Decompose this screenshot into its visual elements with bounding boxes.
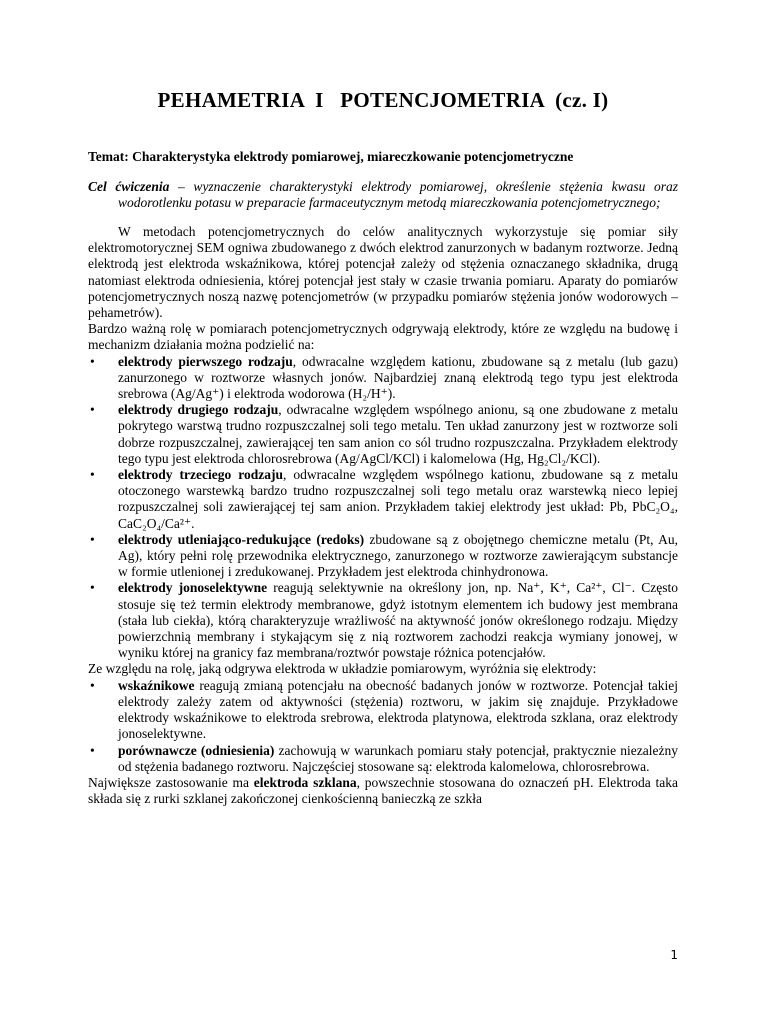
role-term: porównawcze (odniesienia)	[118, 742, 275, 758]
bullet-icon: •	[90, 402, 95, 418]
bullet-icon: •	[90, 677, 95, 693]
electrode-desc: , odwracalne względem kationu, zbudowane są z metalu (lub gazu) zanurzonego w roztworze własnych jonów. Najbardziej znaną elektrodą tego typu jest elektroda srebrowa (Ag/Ag⁺) i elektroda wodorowa (H₂/H⁺).	[118, 353, 678, 402]
role-desc: zachowują w warunkach pomiaru stały potencjał, praktycznie niezależny od stężenia badanego roztworu. Najczęściej stosowane są: elektroda kalomelowa, chlorosrebrowa.	[118, 742, 678, 774]
electrode-term: elektrody trzeciego rodzaju	[118, 467, 283, 483]
final-text-start: Największe zastosowanie ma	[88, 774, 254, 790]
list-item	[88, 532, 678, 581]
electrode-term: elektrody utleniająco-redukujące (redoks)	[118, 531, 365, 547]
list-item	[88, 678, 678, 743]
list-item	[88, 402, 678, 467]
electrode-desc: , odwracalne względem wspólnego anionu, są one zbudowane z metalu pokrytego warstwą trudno rozpuszczalnej soli tego metalu. Ten układ zanurzony jest w roztworze soli dobrze rozpuszczalnej, zawierającej ten sam anion co sól trudno rozpuszczalna. Przykładem elektrody tego typu jest elektroda chlorosrebrowa (Ag/AgCl/KCl) i kalomelowa (Hg, Hg₂Cl₂/KCl).	[118, 402, 679, 466]
final-paragraph	[88, 775, 678, 807]
bullet-icon: •	[90, 467, 95, 483]
electrode-term: elektrody pierwszego rodzaju	[118, 353, 293, 369]
list-item	[88, 743, 678, 775]
final-text-end: , powszechnie stosowana do oznaczeń pH. Elektroda taka składa się z rurki szklanej zakończonej cienkościenną banieczką ze szkła	[88, 774, 678, 807]
electrode-term: elektrody drugiego rodzaju	[118, 402, 279, 418]
list-item	[88, 580, 678, 661]
bullet-icon: •	[90, 742, 95, 758]
electrode-term: elektrody jonoselektywne	[118, 580, 268, 596]
electrode-types-list	[88, 354, 678, 662]
bullet-icon: •	[90, 353, 95, 369]
glass-electrode-term: elektroda szklana	[253, 774, 357, 790]
bullet-icon: •	[90, 580, 95, 596]
electrode-desc: , odwracalne względem wspólnego kationu, zbudowane są z metalu otoczonego warstewką bardzo trudno rozpuszczalnej soli tego metalu oraz warstewką nieco lepiej rozpuszczalnej soli zawierającej tej sam anion. Przykładem takiej elektrody jest układ: Pb, PbC₂O₄, CaC₂O₄/Ca²⁺.	[118, 467, 678, 531]
aim-text: – wyznaczenie charakterystyki elektrody pomiarowej, określenie stężenia kwasu oraz wodorotlenku potasu w preparacie farmaceutycznym metodą miareczkowania potencjometrycznego;	[118, 179, 678, 210]
role-term: wskaźnikowe	[118, 677, 195, 693]
list-item	[88, 354, 678, 403]
list-item	[88, 467, 678, 532]
intro-paragraph: W metodach potencjometrycznych do celów analitycznych wykorzystuje się pomiar siły elektromotorycznej SEM ogniwa zbudowanego z dwóch elektrod zanurzonych w badanym roztworze. Jedną elektrodą jest elektroda wskaźnikowa, której potencjał zależy od stężenia oznaczanego składnika, drugą natomiast elektroda odniesienia, której potencjał jest stały w czasie trwania pomiaru. Aparaty do pomiarów potencjometrycznych noszą nazwę potencjometrów (w przypadku pomiarów stężenia jonów wodorowych – pehametrów).	[88, 224, 678, 321]
role-intro: Ze względu na rolę, jaką odgrywa elektroda w układzie pomiarowym, wyróżnia się elektrody:	[88, 661, 597, 677]
aim-paragraph	[88, 179, 678, 211]
electrode-desc: zbudowane są z obojętnego chemiczne metalu (Pt, Au, Ag), który pełni rolę przewodnika elektrycznego, zanurzonego w roztworze zawierającym substancje w formie utlenionej i zredukowanej. Przykładem jest elektroda chinhydronowa.	[118, 531, 678, 580]
role-desc: reagują zmianą potencjału na obecność badanych jonów w roztworze. Potencjał takiej elektrody zależy zatem od aktywności (stężenia) roztworu, w jakim się znajduje. Przykładowe elektrody wskaźnikowe to elektroda srebrowa, elektroda platynowa, elektroda szklana, oraz elektrody jonoselektywne.	[118, 677, 678, 742]
classification-intro: Bardzo ważną rolę w pomiarach potencjometrycznych odgrywają elektrody, które ze względu na budowę i mechanizm działania można podzielić na:	[88, 321, 678, 353]
electrode-desc: reagują selektywnie na określony jon, np. Na⁺, K⁺, Ca²⁺, Cl⁻. Często stosuje się też termin elektrody membranowe, gdyż istotnym elementem ich budowy jest membrana (stała lub ciekła), którą charakteryzuje wrażliwość na aktywność jonów określonego rodzaju. Między powierzchnią membrany i stykającym się z nią roztworem zachodzi reakcja wymiany jonowej, w wyniku której na granicy faz membrana/roztwór powstaje różnica potencjałów.	[118, 580, 678, 661]
bullet-icon: •	[90, 531, 95, 547]
document-page	[88, 88, 678, 807]
role-types-list	[88, 678, 678, 775]
topic-line: Temat: Charakterystyka elektrody pomiarowej, miareczkowanie potencjometryczne	[88, 149, 574, 164]
document-title: PEHAMETRIA I POTENCJOMETRIA (cz. I)	[157, 88, 609, 112]
aim-label: Cel ćwiczenia	[88, 179, 170, 194]
page-number: 1	[670, 948, 678, 962]
